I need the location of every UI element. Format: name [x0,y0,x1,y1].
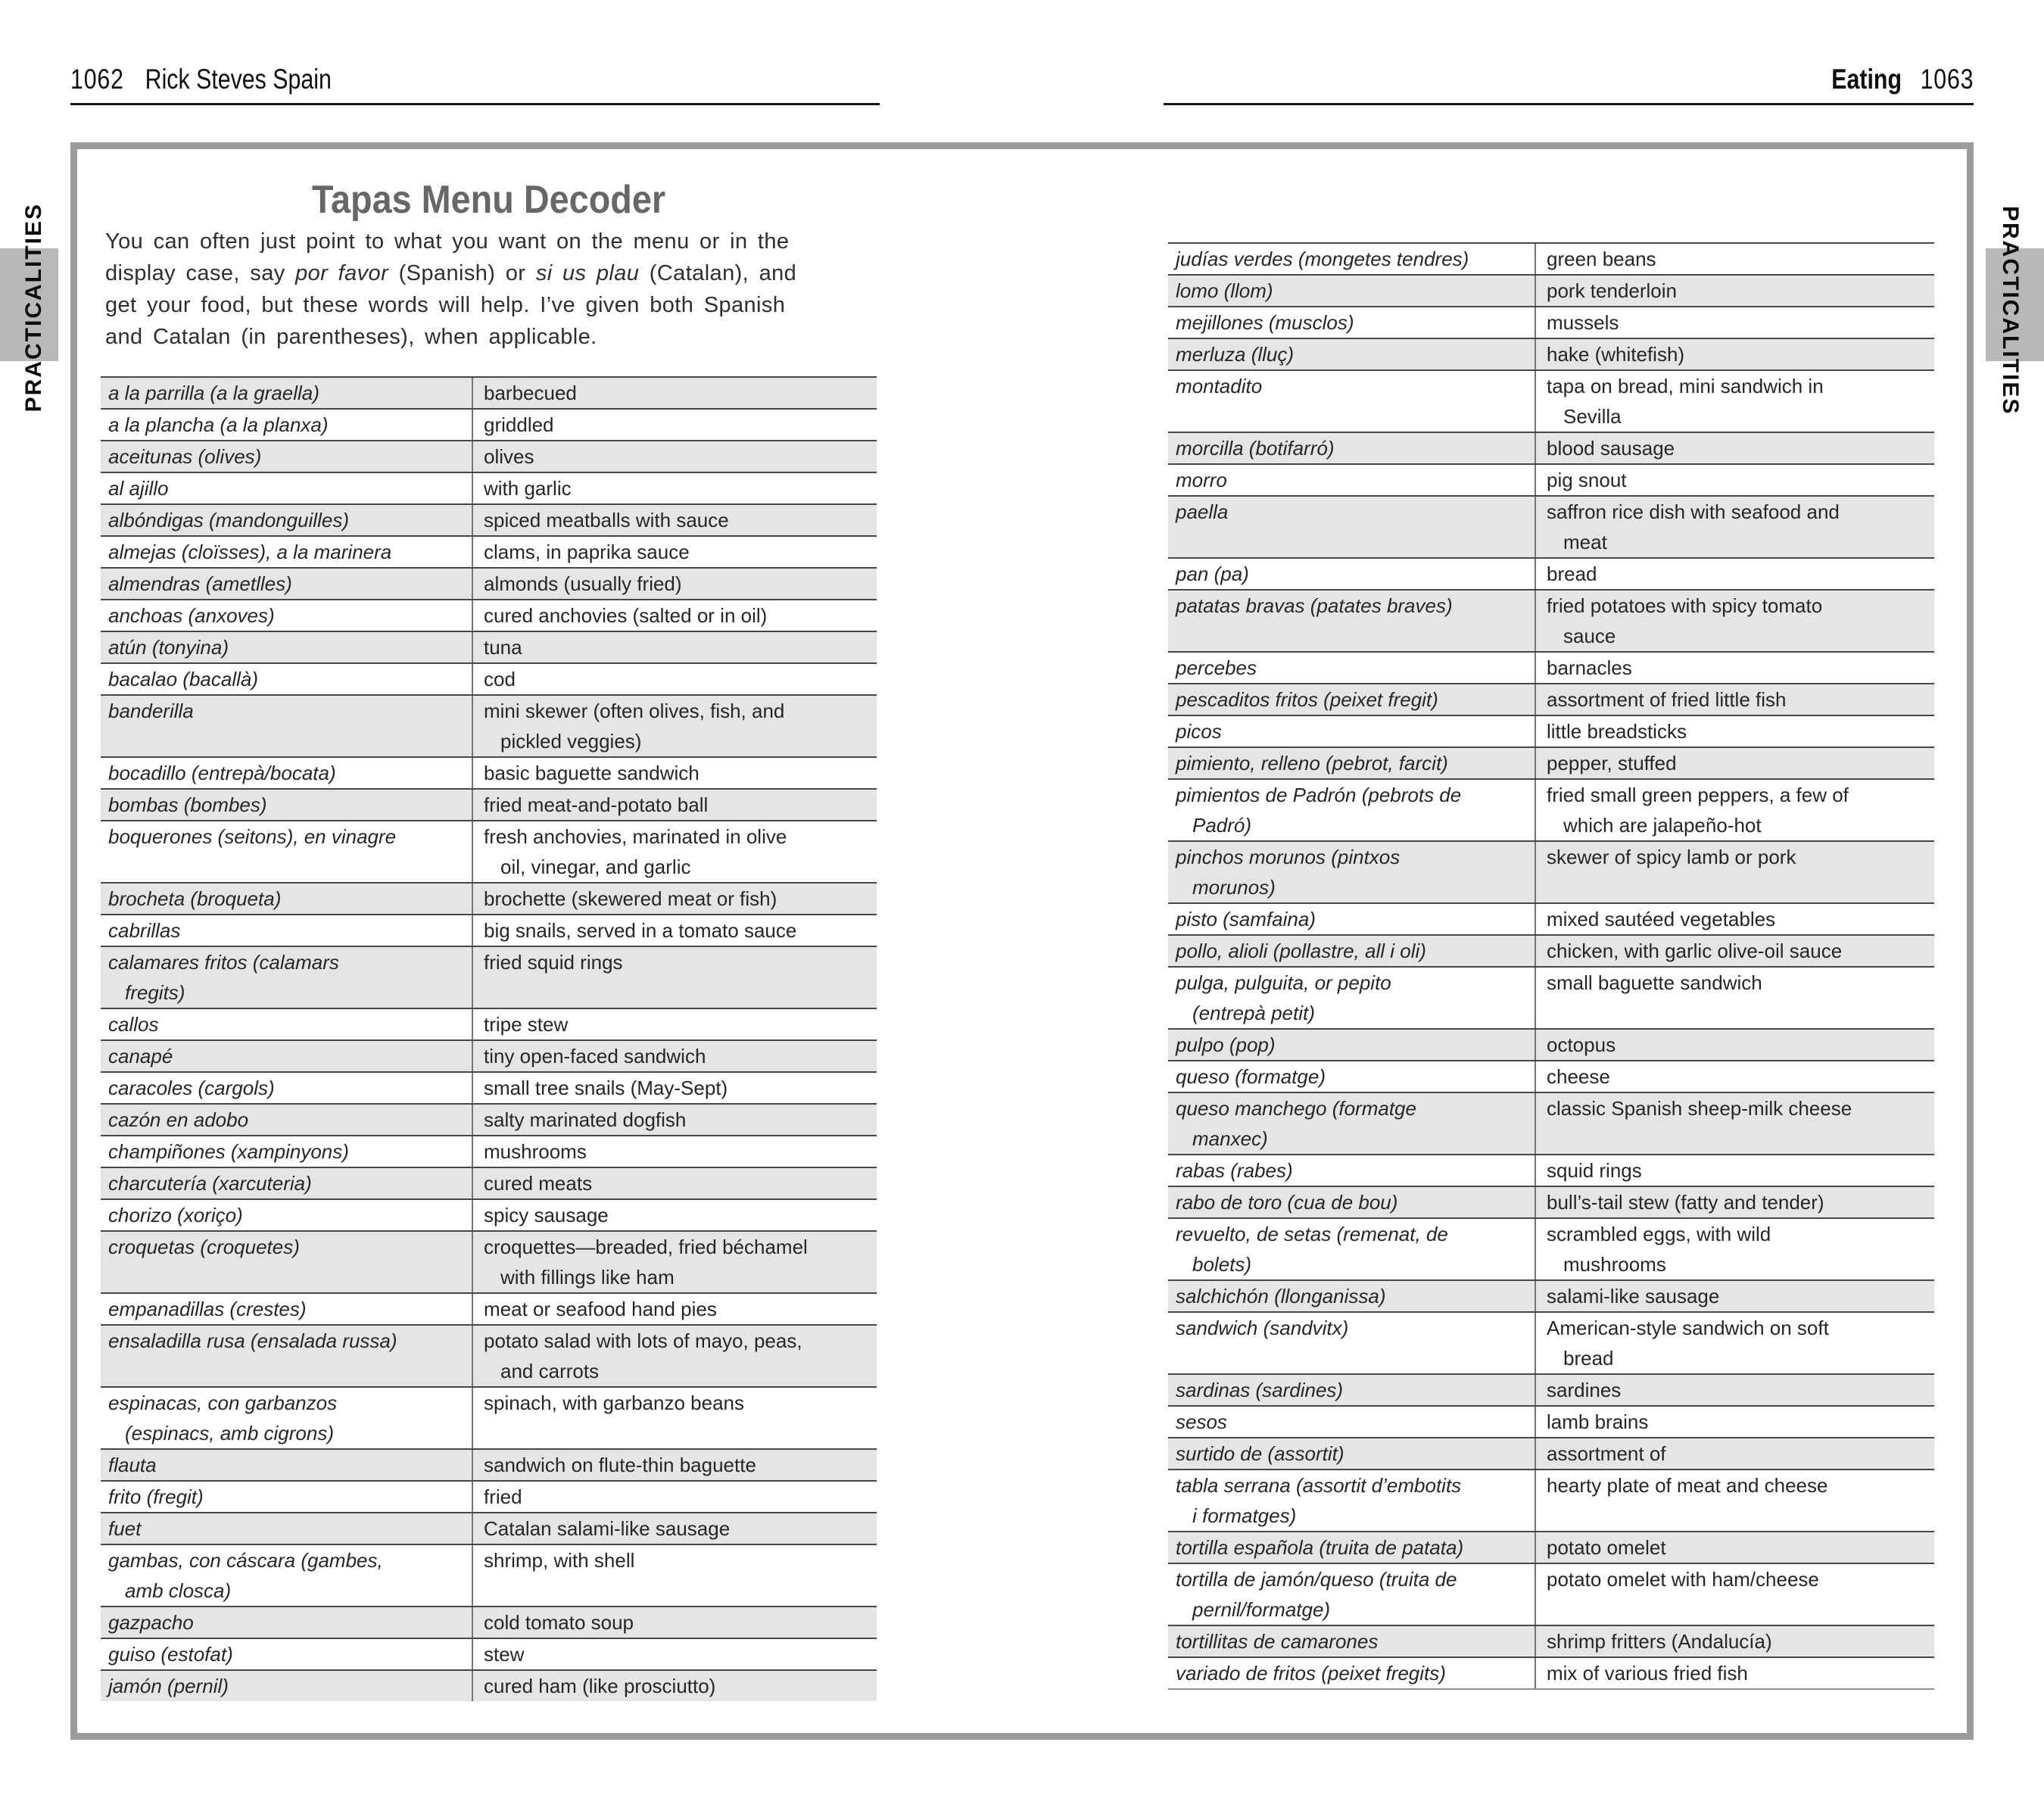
term-spanish: espinacas, con garbanzos (espinacs, amb cigrons) [108,1392,338,1445]
menu-term-row [101,1135,877,1167]
term-english: potato salad with lots of mayo, peas, and carrots [472,1326,877,1386]
term-english: with garlic [472,473,877,503]
menu-term-row [101,440,877,472]
term-spanish: ensaladilla rusa (ensalada russa) [108,1329,397,1352]
menu-term-row [101,376,877,408]
menu-term-row [101,1448,877,1480]
term-english: fried small green peppers, a few of which are jalapeño-hot [1535,780,1934,840]
term-english: shrimp, with shell [472,1545,877,1606]
menu-term-row [1168,1437,1934,1469]
term-spanish: cazón en adobo [108,1108,249,1131]
menu-term-row [1168,495,1934,557]
term-spanish: champiñones (xampinyons) [108,1140,349,1163]
menu-term-row [101,1638,877,1669]
term-english: cured meats [472,1168,877,1198]
term-spanish: picos [1176,720,1222,743]
term-spanish: banderilla [108,700,194,722]
term-english: fried squid rings [472,947,877,1008]
term-spanish: tortilla española (truita de patata) [1176,1536,1464,1559]
menu-term-row [101,1039,877,1071]
term-spanish: variado de fritos (peixet fregits) [1176,1662,1446,1685]
header-rule-right [1164,103,1974,105]
box-title: Tapas Menu Decoder [311,178,666,222]
term-english: tapa on bread, mini sandwich in Sevilla [1535,371,1934,432]
term-spanish: almejas (cloïsses), a la marinera [108,541,392,563]
term-spanish: pulga, pulguita, or pepito (entrepà petit) [1176,971,1391,1024]
term-english: skewer of spicy lamb or pork [1535,842,1934,902]
term-english: potato omelet with ham/cheese [1535,1564,1934,1625]
term-english: chicken, with garlic olive-oil sauce [1535,936,1934,966]
term-english: Catalan salami-like sausage [472,1513,877,1544]
term-spanish: callos [108,1013,159,1036]
menu-term-row [101,1480,877,1512]
menu-term-row [101,503,877,535]
menu-term-row [1168,338,1934,369]
term-spanish: lomo (llom) [1176,279,1273,302]
menu-term-row [1168,966,1934,1028]
section-title: Eating [1831,64,1902,95]
menu-term-row [1168,463,1934,495]
menu-term-row [1168,902,1934,934]
term-english: assortment of fried little fish [1535,684,1934,715]
term-spanish: atún (tonyina) [108,636,229,659]
menu-term-row [1168,306,1934,338]
term-english: cod [472,664,877,694]
term-english: croquettes—breaded, fried béchamel with fillings like ham [472,1232,877,1292]
menu-term-row [101,1167,877,1198]
term-english: bread [1535,559,1934,589]
term-spanish: bombas (bombes) [108,793,267,816]
term-english: hearty plate of meat and cheese [1535,1470,1934,1531]
term-english: cured ham (like prosciutto) [472,1671,877,1701]
page-number-left: 1062 [70,64,124,95]
term-english: mini skewer (often olives, fish, and pickled veggies) [472,696,877,756]
term-spanish: montadito [1176,375,1263,397]
menu-term-row [1168,1186,1934,1217]
term-english: classic Spanish sheep-milk cheese [1535,1093,1934,1154]
menu-term-row [101,1512,877,1544]
sidebar-label-practicalities-right: PRACTICALITIES [1998,206,2023,416]
term-spanish: cabrillas [108,919,181,942]
term-spanish: rabo de toro (cua de bou) [1176,1191,1398,1214]
menu-term-row [1168,651,1934,683]
menu-term-row [1168,1092,1934,1154]
running-header-right [1831,64,1974,95]
term-english: shrimp fritters (Andalucía) [1535,1626,1934,1656]
term-spanish: tortilla de jamón/queso (truita de pernil/formatge) [1176,1568,1457,1621]
menu-term-row [1168,778,1934,840]
intro-line: display case, say por favor (Spanish) or si us plau (Catalan), and [105,261,797,285]
term-spanish: empanadillas (crestes) [108,1298,307,1320]
term-spanish: almendras (ametlles) [108,572,292,595]
term-spanish: sandwich (sandvitx) [1176,1317,1349,1339]
menu-decoder-table-right [1168,242,1934,1690]
menu-term-row [101,756,877,788]
menu-decoder-table-left [101,376,877,1701]
term-english: olives [472,441,877,472]
term-spanish: rabas (rabes) [1176,1159,1293,1182]
term-english: cold tomato soup [472,1607,877,1638]
menu-term-row [101,567,877,599]
term-spanish: boquerones (seitons), en vinagre [108,825,397,848]
menu-term-row [1168,1311,1934,1373]
menu-term-row [101,914,877,946]
menu-term-row [1168,1563,1934,1625]
term-english: tuna [472,632,877,662]
menu-term-row [1168,1656,1934,1688]
menu-term-row [1168,1028,1934,1060]
term-spanish: pulpo (pop) [1176,1033,1276,1056]
running-header-left [70,64,332,95]
term-spanish: judías verdes (mongetes tendres) [1176,248,1469,270]
book-title: Rick Steves Spain [145,64,332,95]
term-english: almonds (usually fried) [472,569,877,599]
term-spanish: caracoles (cargols) [108,1077,275,1099]
menu-term-row [1168,557,1934,589]
menu-term-row [1168,746,1934,778]
intro-line: and Catalan (in parentheses), when applicable. [105,325,597,349]
term-spanish: sardinas (sardines) [1176,1379,1344,1401]
term-spanish: sesos [1176,1410,1227,1433]
menu-term-row [101,820,877,882]
term-english: cheese [1535,1061,1934,1092]
term-english: small tree snails (May-Sept) [472,1073,877,1103]
menu-term-row [101,631,877,662]
term-english: mussels [1535,307,1934,338]
term-spanish: pimientos de Padrón (pebrots de Padró) [1176,784,1462,837]
term-english: squid rings [1535,1155,1934,1186]
term-english: fried [472,1482,877,1512]
term-english: cured anchovies (salted or in oil) [472,600,877,631]
menu-term-row [101,1386,877,1448]
term-spanish: calamares fritos (calamars fregits) [108,951,339,1004]
term-english: blood sausage [1535,433,1934,463]
term-english: tripe stew [472,1009,877,1039]
menu-term-row [1168,840,1934,902]
menu-term-row [101,694,877,756]
term-spanish: surtido de (assortit) [1176,1442,1344,1465]
term-english: meat or seafood hand pies [472,1294,877,1324]
term-english: sardines [1535,1375,1934,1405]
term-spanish: patatas bravas (patates braves) [1176,594,1453,617]
term-spanish: al ajillo [108,477,169,500]
menu-term-row [1168,1469,1934,1531]
menu-term-row [1168,274,1934,306]
menu-term-row [1168,683,1934,715]
menu-term-row [101,1198,877,1230]
menu-term-row [1168,1154,1934,1186]
term-english: hake (whitefish) [1535,339,1934,369]
term-spanish: merluza (lluç) [1176,343,1295,366]
term-spanish: paella [1176,500,1229,523]
term-english: clams, in paprika sauce [472,537,877,567]
term-spanish: pollo, alioli (pollastre, all i oli) [1176,940,1426,962]
term-spanish: salchichón (llonganissa) [1176,1285,1386,1307]
menu-term-row [1168,242,1934,274]
menu-term-row [1168,1531,1934,1563]
term-spanish: queso (formatge) [1176,1065,1326,1088]
term-english: mixed sautéed vegetables [1535,904,1934,934]
menu-term-row [101,946,877,1008]
term-english: fried meat-and-potato ball [472,790,877,820]
term-spanish: aceitunas (olives) [108,445,262,468]
term-english: American-style sandwich on soft bread [1535,1313,1934,1373]
menu-term-row [101,1008,877,1039]
term-spanish: morro [1176,469,1227,491]
term-english: octopus [1535,1030,1934,1060]
term-english: spinach, with garbanzo beans [472,1388,877,1448]
term-english: griddled [472,410,877,440]
term-english: barbecued [472,378,877,408]
menu-term-row [1168,1405,1934,1437]
term-spanish: pisto (samfaina) [1176,908,1316,930]
term-spanish: chorizo (xoriço) [108,1204,243,1226]
menu-term-row [101,1071,877,1103]
term-english: green beans [1535,244,1934,274]
menu-term-row [101,1103,877,1135]
term-english: bull’s-tail stew (fatty and tender) [1535,1187,1934,1217]
term-english: barnacles [1535,653,1934,683]
menu-term-row [101,1292,877,1324]
header-rule-left [70,103,880,105]
menu-term-row [101,408,877,440]
term-english: brochette (skewered meat or fish) [472,884,877,914]
term-spanish: revuelto, de setas (remenat, de bolets) [1176,1223,1448,1276]
term-english: scrambled eggs, with wild mushrooms [1535,1219,1934,1279]
term-english: tiny open-faced sandwich [472,1041,877,1071]
term-english: saffron rice dish with seafood and meat [1535,497,1934,557]
term-spanish: croquetas (croquetes) [108,1236,300,1258]
menu-term-row [101,1230,877,1292]
menu-term-row [1168,1279,1934,1311]
term-spanish: tabla serrana (assortit d’embotits i formatges) [1176,1474,1462,1527]
term-spanish: pan (pa) [1176,563,1249,585]
term-english: pork tenderloin [1535,276,1934,306]
intro-line: You can often just point to what you want on the menu or in the [105,229,790,254]
page-number-right: 1063 [1920,64,1974,95]
term-english: salami-like sausage [1535,1281,1934,1311]
menu-term-row [101,1324,877,1386]
menu-term-row [1168,432,1934,463]
term-spanish: a la plancha (a la planxa) [108,413,329,436]
menu-term-row [101,1544,877,1606]
term-english: salty marinated dogfish [472,1105,877,1135]
term-spanish: brocheta (broqueta) [108,887,282,910]
menu-term-row [1168,589,1934,651]
sidebar-label-practicalities-left: PRACTICALITIES [21,203,46,413]
menu-term-row [101,472,877,503]
menu-term-row [1168,1060,1934,1092]
term-spanish: a la parrilla (a la graella) [108,382,319,404]
term-spanish: canapé [108,1045,173,1067]
term-spanish: percebes [1176,656,1257,679]
term-english: fried potatoes with spicy tomato sauce [1535,591,1934,651]
term-spanish: frito (fregit) [108,1485,204,1508]
term-english: mix of various fried fish [1535,1658,1934,1688]
term-spanish: gambas, con cáscara (gambes, amb closca) [108,1549,383,1602]
menu-term-row [1168,1625,1934,1656]
menu-term-row [101,882,877,914]
intro-paragraph [105,226,885,353]
term-english: assortment of [1535,1438,1934,1469]
menu-term-row [1168,369,1934,432]
term-spanish: morcilla (botifarró) [1176,437,1335,460]
term-english: pig snout [1535,465,1934,495]
menu-term-row [101,1669,877,1701]
term-spanish: guiso (estofat) [108,1643,233,1666]
term-english: little breadsticks [1535,716,1934,746]
term-spanish: mejillones (musclos) [1176,311,1354,334]
term-english: sandwich on flute-thin baguette [472,1450,877,1480]
term-english: spicy sausage [472,1200,877,1230]
term-english: lamb brains [1535,1407,1934,1437]
menu-term-row [101,1606,877,1638]
menu-term-row [1168,1217,1934,1279]
term-english: potato omelet [1535,1532,1934,1563]
term-spanish: tortillitas de camarones [1176,1630,1379,1653]
menu-term-row [101,788,877,820]
term-spanish: albóndigas (mandonguilles) [108,509,349,531]
menu-term-row [101,535,877,567]
term-english: pepper, stuffed [1535,748,1934,778]
term-english: big snails, served in a tomato sauce [472,915,877,946]
menu-term-row [101,662,877,694]
term-spanish: jamón (pernil) [108,1675,229,1697]
term-english: small baguette sandwich [1535,968,1934,1028]
term-spanish: charcutería (xarcuteria) [108,1172,312,1195]
term-spanish: pinchos morunos (pintxos morunos) [1176,846,1401,899]
term-english: mushrooms [472,1136,877,1167]
menu-term-row [101,599,877,631]
term-english: spiced meatballs with sauce [472,505,877,535]
term-spanish: bocadillo (entrepà/bocata) [108,762,336,784]
intro-line: get your food, but these words will help. I’ve given both Spanish [105,293,786,317]
term-spanish: flauta [108,1454,157,1476]
menu-term-row [1168,715,1934,746]
term-spanish: pimiento, relleno (pebrot, farcit) [1176,752,1448,774]
term-spanish: anchoas (anxoves) [108,604,275,627]
term-spanish: fuet [108,1517,142,1540]
term-english: stew [472,1639,877,1669]
term-spanish: pescaditos fritos (peixet fregit) [1176,688,1438,711]
menu-term-row [1168,1373,1934,1405]
term-english: fresh anchovies, marinated in olive oil, vinegar, and garlic [472,821,877,882]
term-spanish: bacalao (bacallà) [108,668,259,690]
menu-term-row [1168,934,1934,966]
term-english: basic baguette sandwich [472,758,877,788]
term-spanish: gazpacho [108,1611,194,1634]
term-spanish: queso manchego (formatge manxec) [1176,1097,1416,1150]
